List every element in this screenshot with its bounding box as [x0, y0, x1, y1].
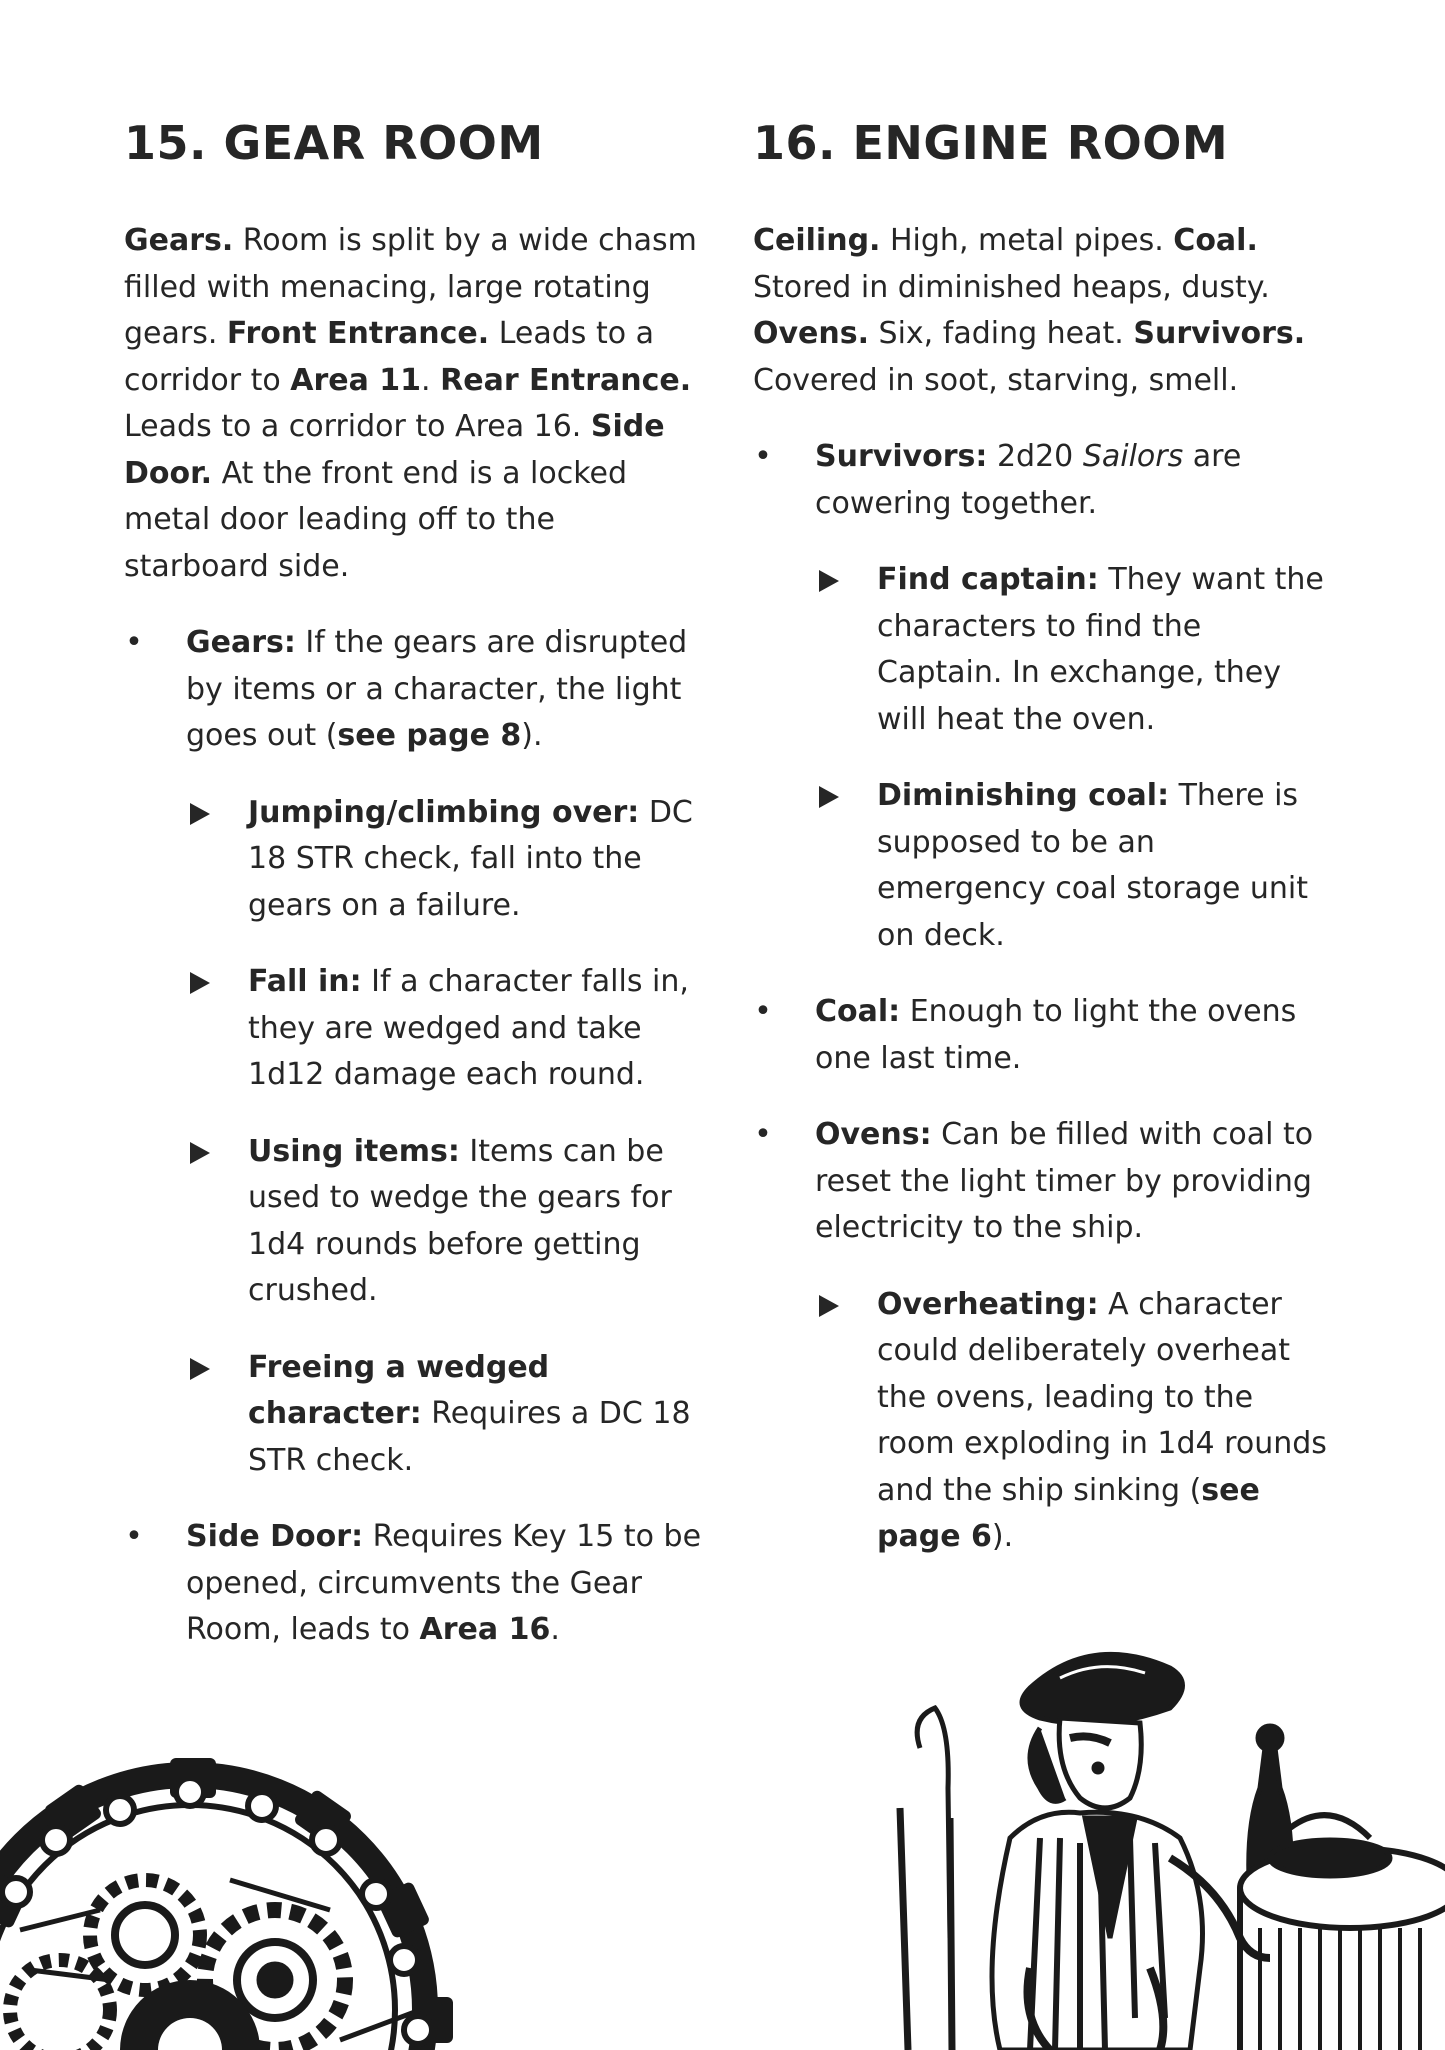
list-item-side-door: • Side Door: Requires Key 15 to be opened, circumvents the Gear Room, leads to Area 16. — [124, 1514, 704, 1654]
engine-room-intro: Ceiling. High, metal pipes. Coal. Stored in diminished heaps, dusty. Ovens. Six, fading heat. Survivors. Covered in soot, starving, smell. — [753, 223, 1306, 398]
list-item-diminishing-coal: Diminishing coal: There is supposed to be an emergency coal storage unit on deck. — [753, 773, 1333, 959]
gear-room-section — [124, 108, 704, 1684]
page-reference: see page 6 — [877, 1472, 1260, 1554]
gear-room-title: 15. GEAR ROOM — [124, 116, 544, 170]
gear-illustration — [0, 1680, 520, 2050]
bullet-dot: • — [125, 1519, 143, 1554]
list-item-ovens: • Ovens: Can be filled with coal to reset the light timer by providing electricity to the ship. — [753, 1112, 1333, 1252]
triangle-bullet-icon — [190, 1142, 210, 1164]
bullet-dot: • — [125, 625, 143, 660]
triangle-bullet-icon — [190, 972, 210, 994]
list-item-survivors: • Survivors: 2d20 Sailors are cowering together. — [753, 434, 1333, 527]
triangle-bullet-icon — [190, 803, 210, 825]
triangle-bullet-icon — [819, 1295, 839, 1317]
list-item-overheating: Overheating: A character could deliberately overheat the ovens, leading to the room exploding in 1d4 rounds and the ship sinking (see page 6). — [753, 1282, 1333, 1561]
engine-room-title: 16. ENGINE ROOM — [753, 116, 1229, 170]
engine-room-section — [753, 108, 1333, 1591]
triangle-bullet-icon — [190, 1358, 210, 1380]
triangle-bullet-icon — [819, 570, 839, 592]
list-item-find-captain: Find captain: They want the characters to find the Captain. In exchange, they will heat the oven. — [753, 557, 1333, 743]
page-reference: see page 8 — [337, 718, 522, 753]
list-item-coal: • Coal: Enough to light the ovens one last time. — [753, 989, 1333, 1082]
pirate-illustration — [890, 1638, 1445, 2050]
list-item-freeing: Freeing a wedged character: Requires a DC 18 STR check. — [124, 1345, 704, 1485]
list-item-using-items: Using items: Items can be used to wedge the gears for 1d4 rounds before getting crushed. — [124, 1129, 704, 1315]
list-item-fall-in: Fall in: If a character falls in, they are wedged and take 1d12 damage each round. — [124, 959, 704, 1099]
gear-room-intro: Gears. Room is split by a wide chasm filled with menacing, large rotating gears. Front Entrance. Leads to a corridor to Area 11. Rear Entrance. Leads to a corridor to Area 16. Side Door. At the front end is a locked metal door leading off to the starboard side. — [124, 223, 697, 584]
list-item-jumping: Jumping/climbing over: DC 18 STR check, fall into the gears on a failure. — [124, 790, 704, 930]
bullet-dot: • — [754, 439, 772, 474]
triangle-bullet-icon — [819, 786, 839, 808]
bullet-dot: • — [754, 1117, 772, 1152]
list-item-gears: • Gears: If the gears are disrupted by items or a character, the light goes out (see page 8). — [124, 620, 704, 760]
bullet-dot: • — [754, 994, 772, 1029]
